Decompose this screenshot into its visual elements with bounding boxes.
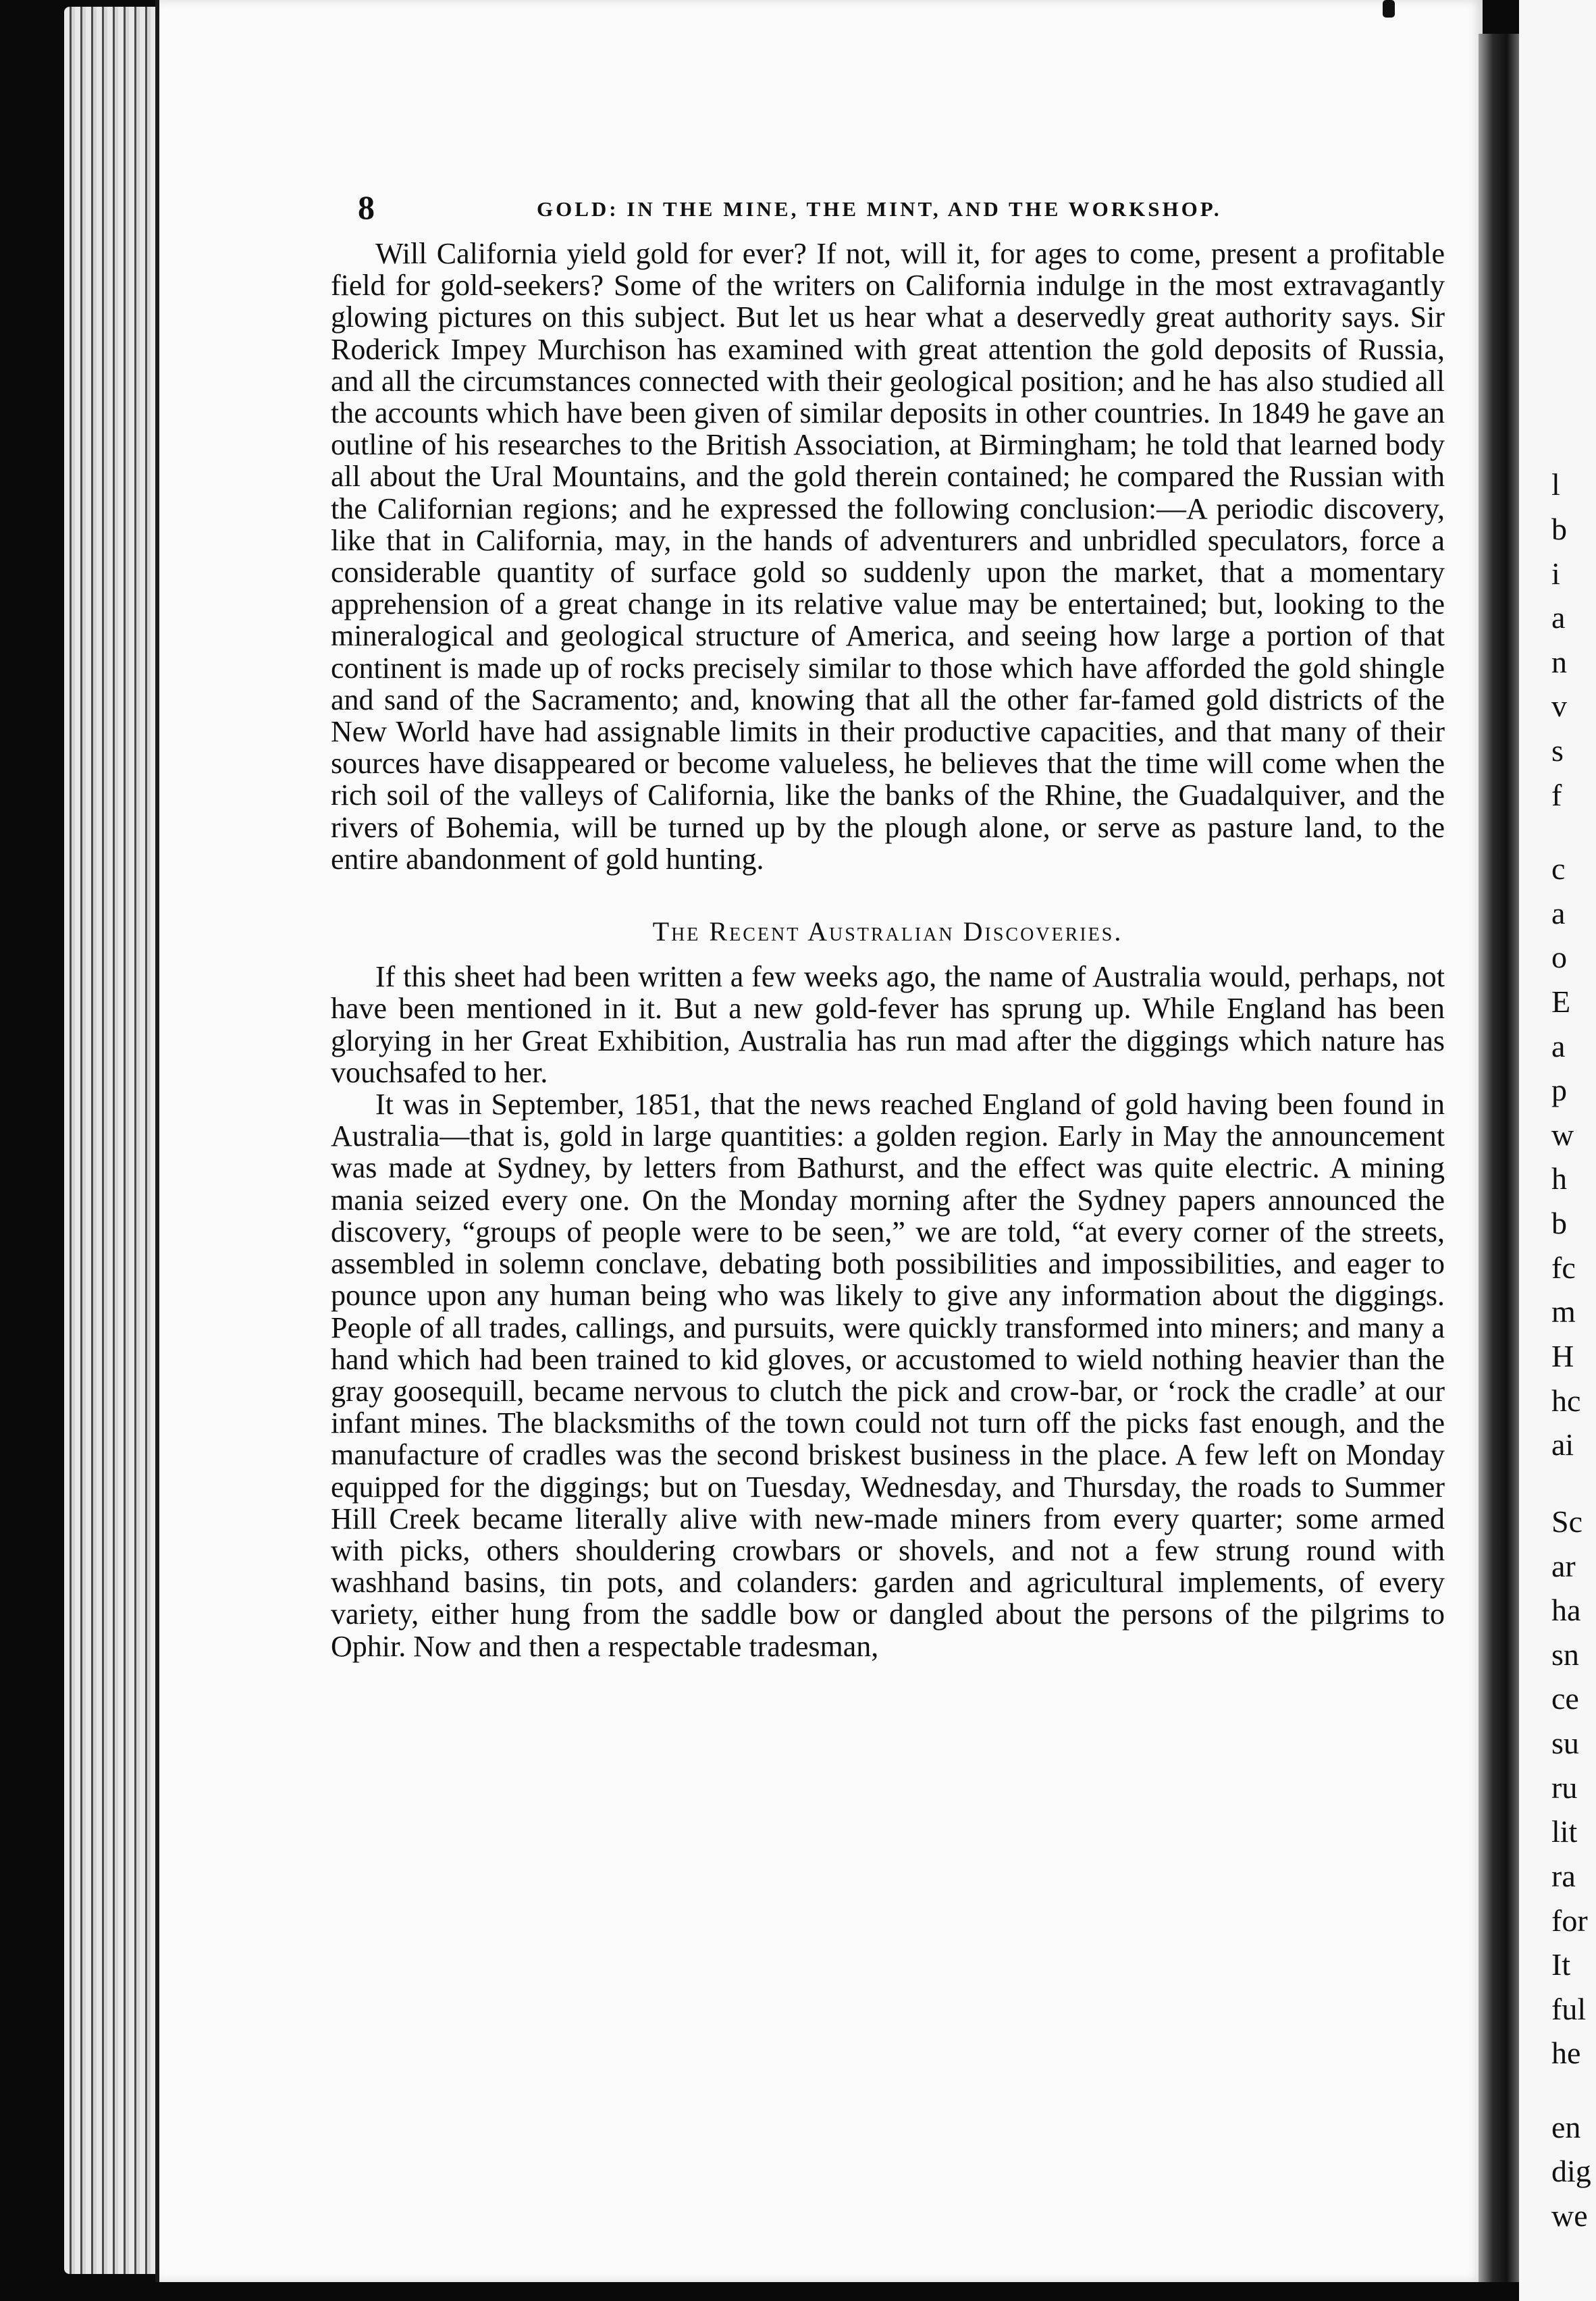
facing-page-fragment: ra [1551, 1859, 1576, 1893]
facing-page-fragment: n [1551, 645, 1567, 679]
facing-page-fragment: a [1551, 896, 1566, 930]
facing-page-fragment: he [1551, 2036, 1581, 2070]
facing-page-fragment: w [1551, 1117, 1574, 1152]
paragraph-australia-discovery: It was in September, 1851, that the news reached England of gold having been found in Australia—that is, gold in large quantities: a golden region. Early in May the announcement was made at Sydney, by letters from Bathurst, and the effect was quite electric. A mining mania seized every one. On the Monday morning after the Sydney papers announced the discovery, “groups of people were to be seen,” we are told, “at every corner of the streets, assembled in solemn conclave, debating both possibilities and impossibilities, and eager to pounce upon any human being who was likely to give any information about the diggings. People of all trades, callings, and pursuits, were quickly transformed into miners; and many a hand which had been trained to kid gloves, or accustomed to wield nothing heavier than the gray goosequill, became nervous to clutch the pick and crow-bar, or ‘rock the cradle’ at our infant mines. The blacksmiths of the town could not turn off the picks fast enough, and the manufacture of cradles was the second briskest business in the place. A few left on Monday equipped for the diggings; but on Tuesday, Wednesday, and Thursday, the roads to Summer Hill Creek became literally alive with new-made miners from every quarter; some armed with picks, others shouldering crowbars or shovels, and not a few strung round with washhand basins, tin pots, and colanders: garden and agricultural implements, of every variety, either hung from the saddle bow or dangled about the persons of the pilgrims to Ophir. Now and then a respectable tradesman, [331, 1088, 1445, 1663]
facing-page-fragment: ful [1551, 1992, 1587, 2026]
facing-page-fragment: l [1551, 467, 1560, 502]
page-stack-edge [64, 7, 165, 2274]
facing-page-fragment: ai [1551, 1427, 1574, 1462]
facing-page-fragment: dig [1551, 2154, 1591, 2188]
facing-page-fragment: H [1551, 1339, 1574, 1373]
facing-page-fragment: ru [1551, 1770, 1578, 1805]
facing-page-fragment: i [1551, 556, 1560, 591]
facing-page-fragment: a [1551, 600, 1566, 635]
facing-page-fragment: h [1551, 1161, 1567, 1196]
facing-page-fragment: v [1551, 689, 1567, 723]
facing-page-fragment: Sc [1551, 1504, 1582, 1539]
facing-page-fragment: fc [1551, 1250, 1576, 1285]
facing-page-fragment: su [1551, 1726, 1579, 1760]
book-gutter [1479, 34, 1519, 2282]
facing-page-fragment: ha [1551, 1593, 1581, 1627]
facing-page-fragment: m [1551, 1294, 1576, 1329]
facing-page-fragment: s [1551, 733, 1564, 768]
paragraph-australia-intro: If this sheet had been written a few weeks ago, the name of Australia would, perhaps, not have been mentioned in it. But a new gold-fever has sprung up. While England has been glorying in her Great Exhibition, Australia has run mad after the diggings which nature has vouchsafed to her. [331, 960, 1445, 1089]
page-body [331, 238, 1445, 1662]
facing-page-fragment: we [1551, 2198, 1588, 2233]
facing-page-fragment: b [1551, 512, 1567, 546]
scan-mark [1383, 0, 1395, 18]
facing-page-fragment: E [1551, 984, 1571, 1019]
section-heading: The Recent Australian Discoveries. [652, 916, 1123, 947]
facing-page-fragment: b [1551, 1206, 1567, 1240]
facing-page-fragment: f [1551, 778, 1562, 812]
facing-page-fragment: It [1551, 1947, 1571, 1982]
facing-page-fragment: en [1551, 2110, 1581, 2144]
facing-page-edge [1519, 0, 1596, 2301]
facing-page-fragment: ce [1551, 1681, 1579, 1716]
facing-page-fragment: lit [1551, 1814, 1578, 1849]
facing-page-fragment: o [1551, 940, 1567, 974]
paragraph-gold-california: Will California yield gold for ever? If not, will it, for ages to come, present a profitable field for gold-seekers? Some of the writers on California indulge in the most extravagantly glowing pictures on this subject. But let us hear what a deservedly great authority says. Sir Roderick Impey Murchison has examined with great attention the gold deposits of Russia, and all the circumstances connected with their geological position; and he has also studied all the accounts which have been given of similar deposits in other countries. In 1849 he gave an outline of his researches to the British Association, at Birmingham; he told that learned body all about the Ural Mountains, and the gold therein contained; he compared the Russian with the Californian regions; and he expressed the following conclusion:—A periodic discovery, like that in California, may, in the hands of adventurers and unbridled speculators, force a considerable quantity of surface gold so suddenly upon the market, that a momentary apprehension of a great change in its relative value may be entertained; but, looking to the mineralogical and geological structure of America, and seeing how large a portion of that continent is made up of rocks precisely similar to those which have afforded the gold shingle and sand of the Sacramento; and, knowing that all the other far-famed gold districts of the New World have had assignable limits in their productive capacities, and that many of their sources have disappeared or become valueless, he believes that the time will come when the rich soil of the valleys of California, like the banks of the Rhine, the Guadalquiver, and the rivers of Bohemia, will be turned up by the plough alone, or serve as pasture land, to the entire abandonment of gold hunting. [331, 237, 1445, 876]
facing-page-fragment: ar [1551, 1549, 1576, 1583]
facing-page-fragment: sn [1551, 1637, 1579, 1672]
facing-page-fragment: c [1551, 851, 1566, 886]
facing-page-fragment: hc [1551, 1383, 1581, 1418]
facing-page-fragment: for [1551, 1903, 1588, 1938]
running-title: GOLD: IN THE MINE, THE MINT, AND THE WORKSHOP. [537, 197, 1222, 221]
facing-page-fragment: a [1551, 1029, 1566, 1063]
facing-page-fragment: p [1551, 1073, 1567, 1107]
page-number: 8 [358, 188, 375, 226]
